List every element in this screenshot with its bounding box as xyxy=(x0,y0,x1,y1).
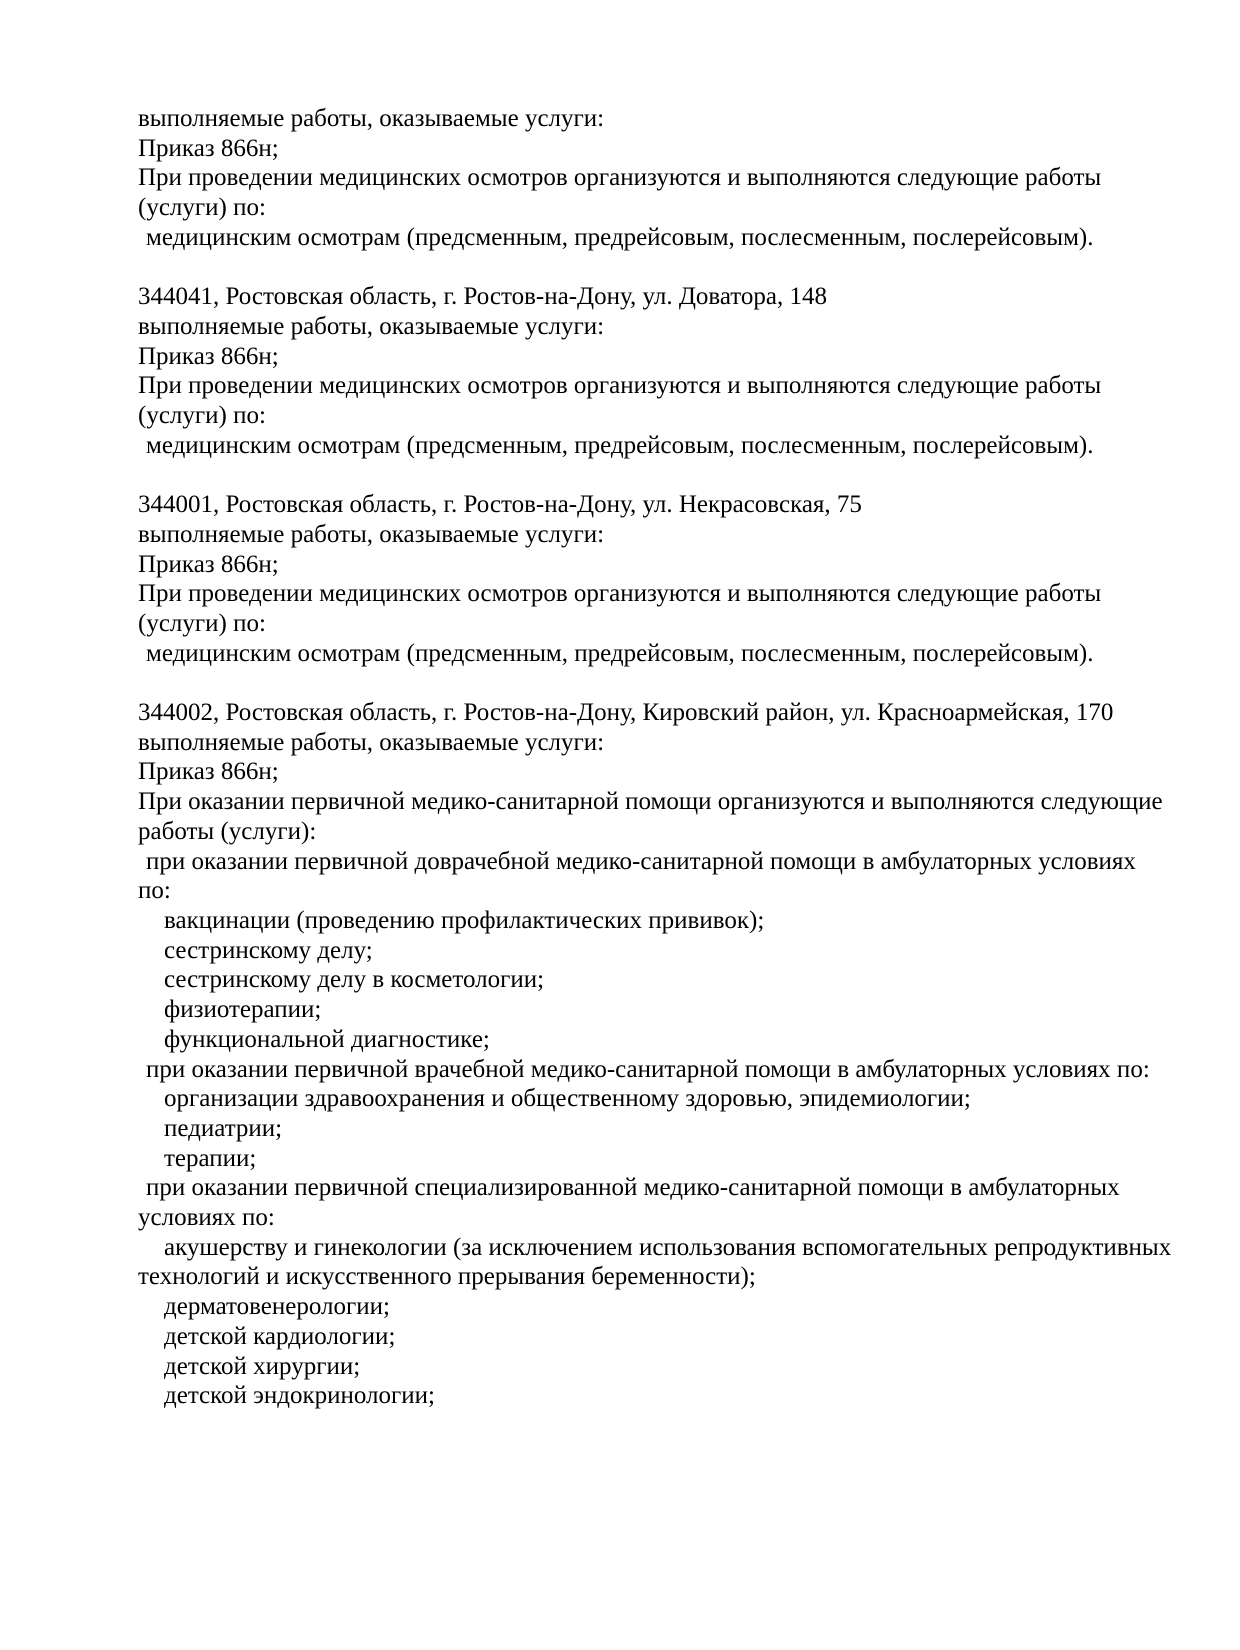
text-line: При проведении медицинских осмотров организуются и выполняются следующие работы xyxy=(138,580,1102,608)
text-line: медицинским осмотрам (предсменным, предрейсовым, послесменным, послерейсовым). xyxy=(146,639,1094,667)
text-line: функциональной диагностике; xyxy=(164,1025,490,1053)
text-line: (услуги) по: xyxy=(138,194,266,222)
text-line: выполняемые работы, оказываемые услуги: xyxy=(138,520,605,548)
text-line: вакцинации (проведению профилактических прививок); xyxy=(164,906,765,934)
text-line: условиях по: xyxy=(138,1204,275,1232)
blank-line xyxy=(138,460,1208,490)
text-line: при оказании первичной специализированной медико-санитарной помощи в амбулаторных xyxy=(146,1174,1120,1202)
text-line: Приказ 866н; xyxy=(138,134,279,162)
text-line: физиотерапии; xyxy=(164,996,322,1024)
address-line: 344041, Ростовская область, г. Ростов-на-Дону, ул. Доватора, 148 xyxy=(138,283,827,311)
text-line: при оказании первичной врачебной медико-санитарной помощи в амбулаторных условиях по: xyxy=(146,1055,1150,1083)
text-line: Приказ 866н; xyxy=(138,550,279,578)
text-line: При проведении медицинских осмотров организуются и выполняются следующие работы xyxy=(138,372,1102,400)
text-line: (услуги) по: xyxy=(138,402,266,430)
text-line: медицинским осмотрам (предсменным, предрейсовым, послесменным, послерейсовым). xyxy=(146,431,1094,459)
address-line: 344002, Ростовская область, г. Ростов-на-Дону, Кировский район, ул. Красноармейская, 170 xyxy=(138,699,1114,727)
text-line: медицинским осмотрам (предсменным, предрейсовым, послесменным, послерейсовым). xyxy=(146,223,1094,251)
text-line: при оказании первичной доврачебной медико-санитарной помощи в амбулаторных условиях xyxy=(146,847,1136,875)
blank-line xyxy=(138,253,1208,283)
text-line: выполняемые работы, оказываемые услуги: xyxy=(138,105,605,132)
text-line: детской эндокринологии; xyxy=(164,1382,435,1410)
text-line: детской хирургии; xyxy=(164,1352,361,1380)
text-line: При оказании первичной медико-санитарной помощи организуются и выполняются следующие xyxy=(138,788,1163,816)
text-line: технологий и искусственного прерывания беременности); xyxy=(138,1263,756,1291)
text-line: Приказ 866н; xyxy=(138,758,279,786)
document-text xyxy=(138,104,1208,1411)
text-line: акушерству и гинекологии (за исключением использования вспомогательных репродуктивных xyxy=(164,1233,1172,1261)
text-line: выполняемые работы, оказываемые услуги: xyxy=(138,728,605,756)
text-line: Приказ 866н; xyxy=(138,342,279,370)
text-line: сестринскому делу в косметологии; xyxy=(164,966,545,994)
text-line: детской кардиологии; xyxy=(164,1322,396,1350)
address-line: 344001, Ростовская область, г. Ростов-на-Дону, ул. Некрасовская, 75 xyxy=(138,491,862,519)
text-line: сестринскому делу; xyxy=(164,936,373,964)
text-line: по: xyxy=(138,877,171,905)
blank-line xyxy=(138,668,1208,698)
text-line: При проведении медицинских осмотров организуются и выполняются следующие работы xyxy=(138,164,1102,192)
text-line: (услуги) по: xyxy=(138,609,266,637)
text-line: дерматовенерологии; xyxy=(164,1293,390,1321)
text-line: организации здравоохранения и общественному здоровью, эпидемиологии; xyxy=(164,1085,971,1113)
text-line: выполняемые работы, оказываемые услуги: xyxy=(138,312,605,340)
text-line: терапии; xyxy=(164,1144,257,1172)
text-line: работы (услуги): xyxy=(138,817,317,845)
text-line: педиатрии; xyxy=(164,1114,283,1142)
